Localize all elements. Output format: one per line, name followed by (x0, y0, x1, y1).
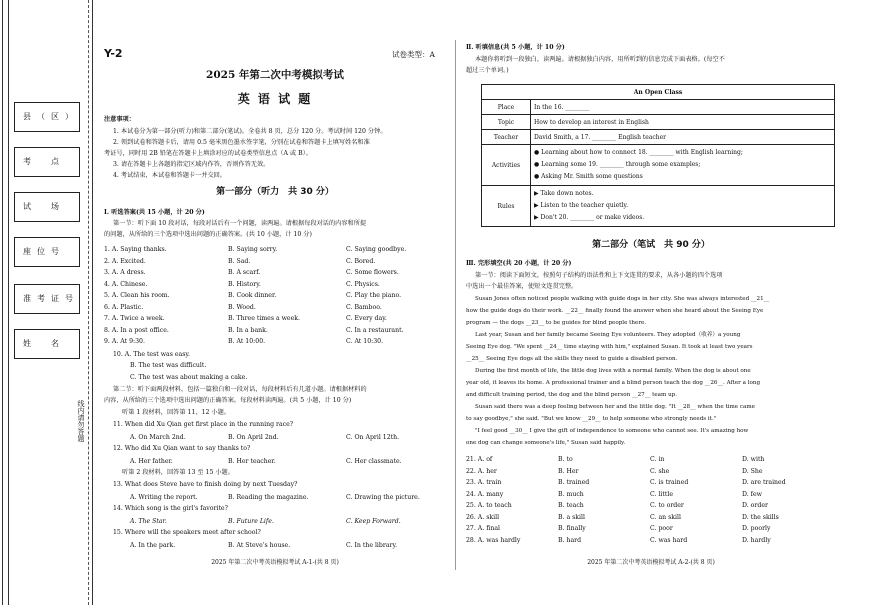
page-2-footer: 2025 年第二次中考英语模拟考试 A-2-(共 8 页) (587, 559, 715, 566)
passage-line: program — the dogs __23__ to be guides for blind people there. (466, 320, 647, 326)
q23-option-a: 23. A. train (466, 479, 502, 486)
q27-option-a: 27. A. final (466, 525, 500, 532)
q12: 12. Who did Xu Qian want to say thanks to? (113, 445, 251, 452)
q13-option-c: C. Drawing the picture. (346, 494, 420, 501)
q5-option-c: C. Play the piano. (346, 292, 402, 299)
table-label-topic: Topic (482, 115, 531, 130)
q28-option-a: 28. A. was hardly (466, 536, 521, 544)
subject-title: 英 语 试 题 (237, 92, 313, 106)
section1-heading: Ⅰ. 听选答案(共 15 小题，计 20 分) (104, 209, 205, 216)
activity-3: ● Asking Mr. Smith some questions (534, 173, 643, 180)
q26-option-c: C. an skill (650, 513, 681, 521)
q25-option-b: B. teach (558, 502, 584, 509)
q26-option-d: D. the skills (742, 513, 779, 521)
q15: 15. Where will the speakers meet after school? (113, 529, 261, 536)
q12-option-b: B. Her teacher. (228, 458, 276, 465)
q25-option-a: 25. A. to teach (466, 502, 512, 509)
table-label-teacher: Teacher (482, 130, 531, 145)
q14: 14. Which song is the girl's favorite? (113, 505, 228, 512)
binding-strip (0, 0, 94, 605)
section2-intro-cont: 内容，从所给的三个选项中选出问题的正确答案。每段材料读两遍。(共 5 小题，计 10 分) (104, 397, 352, 404)
q15-option-b: B. At Steve's house. (228, 542, 291, 549)
q11-option-c: C. On April 12th. (346, 434, 400, 441)
exam-site-field[interactable]: 考 点 (14, 147, 80, 177)
q10-option-c: C. The test was about making a cake. (130, 374, 248, 381)
q13-option-a: A. Writing the report. (130, 494, 198, 501)
q10-option-b: B. The test was difficult. (130, 362, 207, 369)
q28-option-d: D. hardly (742, 536, 771, 544)
q9-option-b: B. At 10:00. (228, 338, 266, 345)
q3-option-a: 3. A. A dress. (104, 269, 146, 276)
q15-option-c: C. In the library. (346, 542, 398, 549)
note-2-cont: 考证号，同时用 2B 铅笔在答题卡上填涂对应的试卷类型信息点（A 或 B）。 (104, 150, 312, 157)
passage-line: Last year, Susan and her family became Seeing Eye volunteers. They adopted（收养）a young (475, 332, 741, 338)
q21-option-b: B. to (558, 456, 573, 463)
q1-option-c: C. Saying goodbye. (346, 246, 407, 253)
q23-option-c: C. is trained (650, 479, 689, 486)
passage-line: and difficult training period, the dog and the blind person __27__ team up. (466, 392, 678, 398)
notes-heading: 注意事项： (104, 116, 135, 123)
q9-option-a: 9. A. At 9:30. (104, 338, 145, 345)
section1-intro-cont: 的问题，从所给的三个选项中选出问题的正确答案。(共 10 小题，计 10 分) (104, 231, 312, 238)
section3-heading: Ⅲ. 完形填空(共 20 小题，计 20 分) (466, 260, 572, 267)
q3-option-c: C. Some flowers. (346, 269, 399, 276)
q22-option-b: B. Her (558, 467, 579, 475)
q25-option-d: D. order (742, 502, 768, 509)
q22-option-a: 22. A. her (466, 467, 497, 475)
seat-number-field[interactable]: 座位号 (14, 237, 80, 267)
activity-1: ● Learning about how to connect 18. ________ with English learning; (534, 149, 743, 156)
rule-3: ▶ Don't 20. ________ or make videos. (534, 214, 645, 221)
q1-option-a: 1. A. Saying thanks. (104, 246, 167, 253)
q22-option-d: D. She (742, 467, 763, 475)
table-label-activities: Activities (482, 145, 531, 186)
q8-option-a: 8. A. In a post office. (104, 326, 169, 334)
q24-option-d: D. few (742, 490, 762, 498)
q2-option-a: 2. A. Excited. (104, 257, 146, 265)
no-answer-notice: 线内请勿答题 (77, 400, 85, 442)
q1-option-b: B. Saying sorry. (228, 246, 278, 253)
passage-line: Susan Jones often noticed people walking with guide dogs in her city. She was always interested __21__ (475, 296, 770, 302)
q14-option-b: B. Future Life. (228, 518, 274, 525)
table-cell-topic: How to develop an interest in English (531, 115, 835, 130)
strip-border (2, 0, 3, 605)
q14-option-a: A. The Star. (130, 518, 167, 525)
passage-line: one dog can change someone's life," Susan said happily. (466, 440, 626, 446)
q11-option-b: B. On April 2nd. (228, 434, 279, 441)
q3-option-b: B. A scarf. (228, 269, 261, 276)
passage-line: "I feel good __30__ I give the gift of independence to someone who cannot see. It's amazing how (475, 428, 749, 434)
q12-option-c: C. Her classmate. (346, 458, 402, 465)
q21-option-d: D. with (742, 456, 765, 463)
q21-option-c: C. in (650, 456, 665, 463)
q27-option-b: B. finally (558, 525, 586, 532)
q21-option-a: 21. A. of (466, 456, 493, 463)
rule-2: ▶ Listen to the teacher quietly. (534, 202, 628, 209)
part2-heading: 第二部分（笔试 共 90 分） (592, 240, 710, 250)
passage-line: year old, it leaves its home. A professional trainer and a blind person teach the dog __26__. After a long (466, 380, 761, 386)
note-1: 1. 本试卷分为第一部分(听力)和第二部分(笔试)。全卷共 8 页，总分 120 分。考试时间 120 分钟。 (113, 128, 387, 135)
q26-option-a: 26. A. skill (466, 513, 500, 521)
section2-intro: 第二节：听下面两段材料，包括一篇独白和一段对话，每段材料后有几道小题。请根据材料的 (113, 386, 367, 393)
q4-option-c: C. Physics. (346, 280, 380, 288)
q14-option-c: C. Keep Forward. (346, 518, 401, 525)
material-1-note: 听第 1 段材料，回答第 11、12 小题。 (122, 409, 230, 416)
q11-option-a: A. On March 2nd. (130, 434, 186, 441)
section1-intro: 第一节：听下面 10 段对话，每段对话后有一个问题，读两遍。请根据每段对话的内容和所提 (113, 220, 367, 227)
cut-line (88, 0, 90, 605)
q26-option-b: B. a skill (558, 513, 585, 521)
table-cell-place: In the 16. ________ (531, 100, 835, 115)
q28-option-c: C. was hard (650, 536, 688, 544)
passage-line: During the first month of life, the little dog lives with a normal family. When the dog is about one (475, 368, 751, 374)
section3-intro-cont: 中选出一个最佳答案，使短文连贯完整。 (466, 283, 578, 290)
q15-option-a: A. In the park. (130, 542, 176, 549)
q28-option-b: B. hard (558, 536, 582, 544)
table-label-rules: Rules (482, 186, 531, 227)
q22-option-c: C. she (650, 467, 670, 475)
section2-intro-cont: 超过三个单词。) (466, 67, 509, 74)
q13: 13. What does Steve have to finish doing by next Tuesday? (113, 481, 298, 488)
q5-option-b: B. Cook dinner. (228, 292, 277, 299)
paper-code: Y-2 (104, 47, 123, 60)
table-cell-rules (531, 186, 835, 227)
q2-option-b: B. Sad. (228, 257, 251, 265)
table-cell-teacher: David Smith, a 17. ________ English teacher (531, 130, 835, 145)
passage-line: __25__ Seeing Eye dogs all the skills they need to guide a disabled person. (466, 356, 678, 362)
q6-option-b: B. Wood. (228, 303, 256, 311)
q5-option-a: 5. A. Clean his room. (104, 292, 170, 299)
note-4: 4. 考试结束，本试卷和答题卡一并交回。 (113, 172, 227, 179)
q10-option-a: 10. A. The test was easy. (113, 351, 191, 358)
q23-option-d: D. are trained (742, 479, 786, 486)
passage-line: Seeing Eye dog. "We spent __24__ time staying with him," explained Susan. It took at least two years (466, 344, 753, 350)
q27-option-d: D. poorly (742, 525, 771, 532)
note-3: 3. 请在答题卡上各题的指定区域内作答，否则作答无效。 (113, 161, 270, 168)
q4-option-b: B. History. (228, 280, 261, 288)
section2-heading: Ⅱ. 听填信息(共 5 小题，计 10 分) (466, 44, 565, 51)
exam-room-field[interactable]: 试 场 (14, 192, 80, 222)
q7-option-c: C. Every day. (346, 315, 387, 322)
note-2: 2. 领到试卷和答题卡后，请用 0.5 毫米黑色墨水签字笔，分别在试卷和答题卡上填写姓名和准 (113, 139, 370, 146)
county-field[interactable]: 县（区） (14, 102, 80, 132)
rule-1: ▶ Take down notes. (534, 190, 594, 197)
q9-option-c: C. At 10:30. (346, 338, 384, 345)
q6-option-a: 6. A. Plastic. (104, 303, 144, 311)
part1-heading: 第一部分（听力 共 30 分） (216, 187, 334, 197)
paper-type: 试卷类型：A (392, 50, 435, 59)
q24-option-b: B. much (558, 490, 584, 498)
page-divider (455, 40, 456, 570)
table-cell-activities (531, 145, 835, 186)
q8-option-c: C. In a restaurant. (346, 326, 404, 334)
q25-option-c: C. to order (650, 502, 684, 509)
q13-option-b: B. Reading the magazine. (228, 494, 309, 501)
admission-number-field[interactable]: 准考证号 (14, 284, 80, 314)
q24-option-a: 24. A. many (466, 490, 504, 498)
table-label-place: Place (482, 100, 531, 115)
q7-option-a: 7. A. Twice a week. (104, 315, 165, 322)
q6-option-c: C. Bamboo. (346, 303, 382, 311)
q7-option-b: B. Three times a week. (228, 315, 300, 322)
passage-line: Susan said there was a deep feeling between her and the little dog. "It __28__ when the time came (475, 404, 755, 410)
table-title: An Open Class (482, 85, 835, 100)
q24-option-c: C. little (650, 490, 674, 498)
q8-option-b: B. In a bank. (228, 326, 268, 334)
q2-option-c: C. Bored. (346, 257, 376, 265)
activity-2: ● Learning some 19. ________ through some examples; (534, 161, 701, 168)
passage-line: to say goodbye," she said. "But we know __29__ to help someone who strongly needs it." (466, 416, 717, 422)
open-class-table (481, 84, 835, 227)
q27-option-c: C. poor (650, 525, 673, 532)
q23-option-b: B. trained (558, 479, 590, 486)
material-2-note: 听第 2 段材料，回答第 13 至 15 小题。 (122, 469, 234, 476)
section2-intro: 本题你将听到一段独白，读两遍。请根据独白内容，用所听到的信息完成下面表格。(每空不 (475, 56, 725, 63)
strip-border (8, 0, 9, 605)
strip-border (92, 0, 93, 605)
q12-option-a: A. Her father. (130, 458, 173, 465)
section3-intro: 第一节：阅读下面短文，按照句子结构的语法性和上下文连贯的要求，从各小题的四个选项 (475, 272, 723, 279)
page-1-footer: 2025 年第二次中考英语模拟考试 A-1-(共 8 页) (211, 559, 339, 566)
exam-title: 2025 年第二次中考模拟考试 (206, 69, 344, 81)
q4-option-a: 4. A. Chinese. (104, 280, 148, 288)
name-field[interactable]: 姓 名 (14, 329, 80, 359)
q11: 11. When did Xu Qian get first place in the running race? (113, 421, 294, 428)
passage-line: how the guide dogs do their work. __22__ finally found the answer when she heard about the Seeing Eye (466, 308, 764, 314)
